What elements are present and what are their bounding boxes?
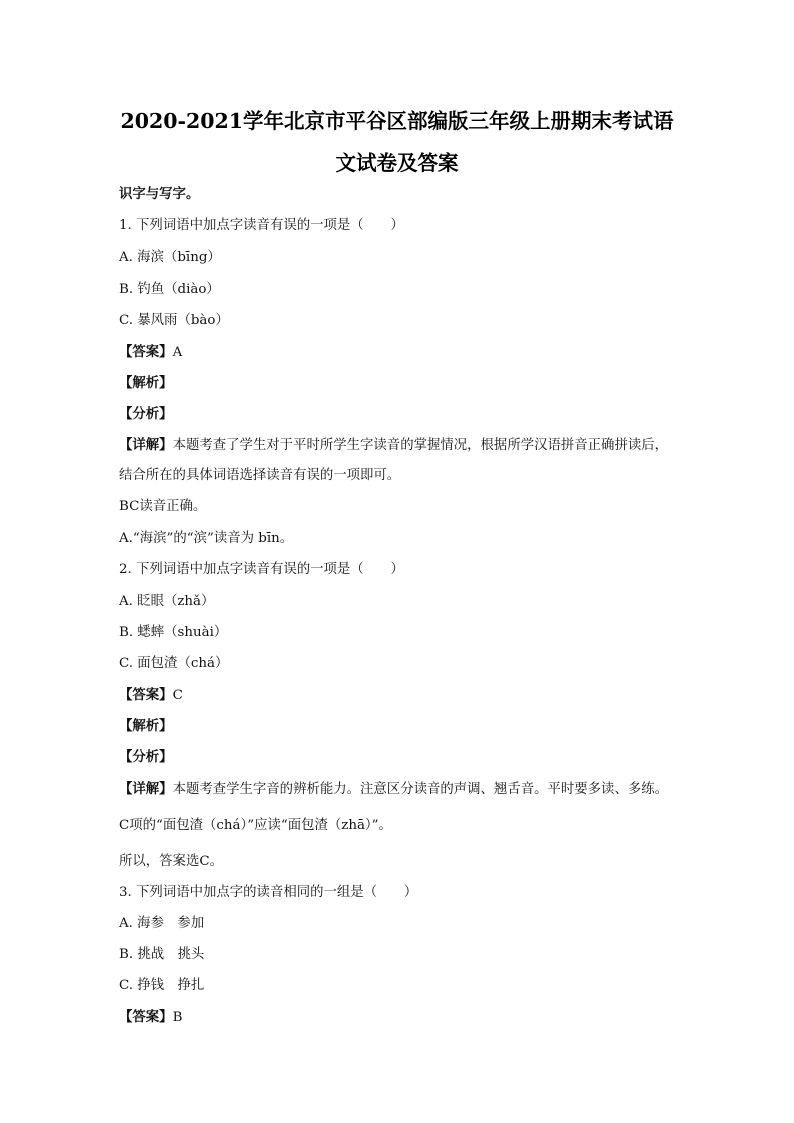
q1-detail-line-3: BC读音正确。 xyxy=(119,499,207,514)
q1-detail-line-4: A.“海滨”的“滨”读音为 bīn。 xyxy=(119,531,294,546)
q2-detail-line-2: C项的“面包渣（chá）”应读“面包渣（zhā）”。 xyxy=(119,818,392,833)
q2-option-b: B. 蟋蟀（shuài） xyxy=(119,625,228,640)
q1-option-c: C. 暴风雨（bào） xyxy=(119,313,229,328)
q1-detail-text-1: 本题考查了学生对于平时所学生字读音的掌握情况，根据所学汉语拼音正确拼读后， xyxy=(172,438,669,453)
q1-answer-tag: 【答案】 xyxy=(119,344,173,360)
q2-jiexi-tag: 【解析】 xyxy=(119,718,173,734)
q1-stem: 1. 下列词语中加点字读音有误的一项是（ ） xyxy=(119,218,404,233)
q3-answer-tag: 【答案】 xyxy=(119,1009,173,1025)
q2-answer-tag: 【答案】 xyxy=(119,687,173,703)
q2-detail-line-3: 所以，答案选C。 xyxy=(119,854,223,869)
q3-option-b: B. 挑战 挑头 xyxy=(119,947,205,962)
q1-jiexi-tag: 【解析】 xyxy=(119,375,173,391)
q1-option-a: A. 海滨（bīng） xyxy=(119,250,221,265)
q3-answer xyxy=(119,1008,182,1027)
section-heading: 识字与写字。 xyxy=(119,186,200,202)
q3-stem: 3. 下列词语中加点字的读音相同的一组是（ ） xyxy=(119,885,418,900)
q2-detail-text-1: 本题考查学生字音的辨析能力。注意区分读音的声调、翘舌音。平时要多读、多练。 xyxy=(172,782,669,797)
q2-option-c: C. 面包渣（chá） xyxy=(119,656,229,671)
q1-fenxi-tag: 【分析】 xyxy=(119,406,173,422)
q2-answer xyxy=(119,686,183,705)
q3-option-c: C. 挣钱 挣扎 xyxy=(119,978,205,993)
q1-detail-tag: 【详解】 xyxy=(119,437,173,453)
q3-answer-value: B xyxy=(172,1010,183,1025)
q2-option-a: A. 眨眼（zhǎ） xyxy=(119,594,215,609)
document-title-line-1: 2020-2021学年北京市平谷区部编版三年级上册期末考试语 xyxy=(120,109,674,133)
q2-detail-line-1 xyxy=(119,780,668,799)
q1-answer xyxy=(119,343,182,362)
q2-detail-tag: 【详解】 xyxy=(119,781,173,797)
q1-detail-line-2: 结合所在的具体词语选择读音有误的一项即可。 xyxy=(119,468,401,483)
q1-option-b: B. 钓鱼（diào） xyxy=(119,282,220,297)
q3-option-a: A. 海参 参加 xyxy=(119,916,205,931)
q1-detail-line-1 xyxy=(119,436,668,455)
q2-fenxi-tag: 【分析】 xyxy=(119,749,173,765)
q1-answer-value: A xyxy=(172,345,183,360)
q2-stem: 2. 下列词语中加点字读音有误的一项是（ ） xyxy=(119,562,404,577)
q2-answer-value: C xyxy=(172,688,183,703)
document-title-line-2: 文试卷及答案 xyxy=(335,151,459,175)
